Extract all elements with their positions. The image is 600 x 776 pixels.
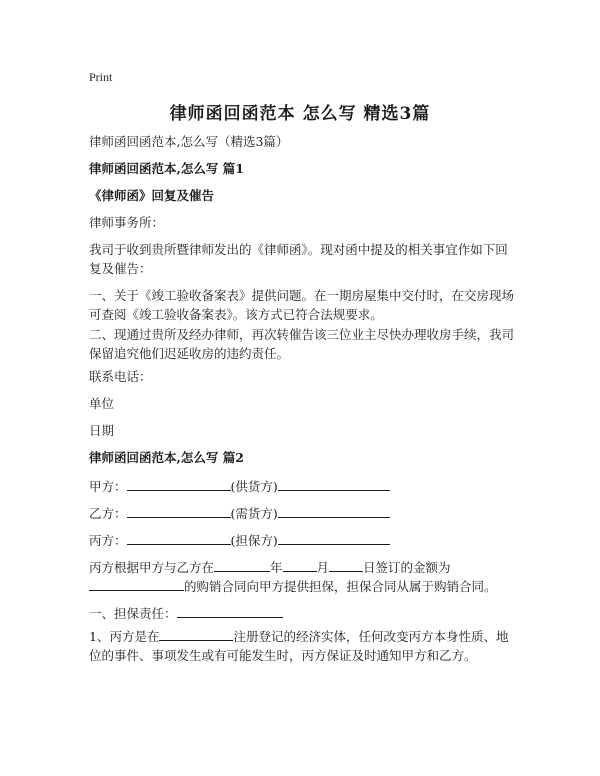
article1-subheading: 《律师函》回复及催告 <box>89 188 215 203</box>
guarantee-paragraph-line1 <box>89 558 519 577</box>
party-a-extra-blank[interactable] <box>278 477 390 491</box>
party-b-row <box>89 504 519 523</box>
party-c-extra-blank[interactable] <box>278 531 390 545</box>
salutation: 律师事务所： <box>89 215 165 230</box>
section1-label: 一、担保责任： <box>89 606 177 621</box>
guarantee-liability-blank[interactable] <box>177 604 283 618</box>
item1-text-a: 1、丙方是在 <box>89 629 160 644</box>
party-a-role: (供货方) <box>230 479 278 494</box>
guarantee-text-a: 丙方根据甲方与乙方在 <box>89 560 215 575</box>
year-label: 年 <box>270 560 283 575</box>
date-label: 日期 <box>89 423 115 438</box>
contract-year-blank[interactable] <box>214 558 270 572</box>
article1-paragraph-3: 二、现通过贵所及经办律师，再次转催告该三位业主尽快办理收房手续，我司保留追究他们迟延收房的违约责任。 <box>89 327 515 361</box>
section1-row <box>89 604 519 623</box>
month-label: 月 <box>316 560 330 575</box>
contract-amount-blank[interactable] <box>89 577 184 591</box>
guarantee-text-b: 日签订的金额为 <box>363 560 451 575</box>
party-c-name-blank[interactable] <box>127 531 231 545</box>
party-a-name-blank[interactable] <box>127 477 231 491</box>
article2-heading: 律师函回函范本,怎么写 篇2 <box>89 450 244 465</box>
party-b-extra-blank[interactable] <box>278 504 390 518</box>
party-a-row <box>89 477 519 496</box>
party-c-row <box>89 531 519 550</box>
party-b-role: (需货方) <box>230 506 278 521</box>
party-c-label: 丙方： <box>89 533 127 548</box>
article1-paragraph-1: 我司于收到贵所暨律师发出的《律师函》。现对函中提及的相关事宜作如下回复及催告： <box>89 242 508 276</box>
item1-paragraph <box>89 627 519 665</box>
article1-paragraph-2: 一、关于《竣工验收备案表》提供问题。在一期房屋集中交付时，在交房现场可查阅《竣工验收备案表》。该方式已符合法规要求。 <box>89 288 515 322</box>
party-a-label: 甲方： <box>89 479 127 494</box>
party-b-name-blank[interactable] <box>127 504 231 518</box>
party-c-role: (担保方) <box>230 533 278 548</box>
item1-text-b: 注册登记的经济实体，任何改变丙方本身性质、地位的事件、事项发生或有可能发生时，丙方保证及时通知甲方和乙方。 <box>89 629 509 663</box>
contract-day-blank[interactable] <box>329 558 363 572</box>
registration-place-blank[interactable] <box>159 627 233 641</box>
guarantee-text-c: 的购销合同向甲方提供担保，担保合同从属于购销合同。 <box>184 579 497 594</box>
contract-month-blank[interactable] <box>283 558 317 572</box>
guarantee-paragraph-line2 <box>89 577 519 596</box>
print-link[interactable]: Print <box>89 70 113 84</box>
unit-label: 单位 <box>89 396 115 411</box>
page-title: 律师函回函范本 怎么写 精选3篇 <box>169 104 431 124</box>
subtitle: 律师函回函范本,怎么写（精选3篇） <box>89 134 289 149</box>
article1-heading: 律师函回函范本,怎么写 篇1 <box>89 161 244 176</box>
phone-label: 联系电话： <box>89 369 152 384</box>
party-b-label: 乙方： <box>89 506 127 521</box>
